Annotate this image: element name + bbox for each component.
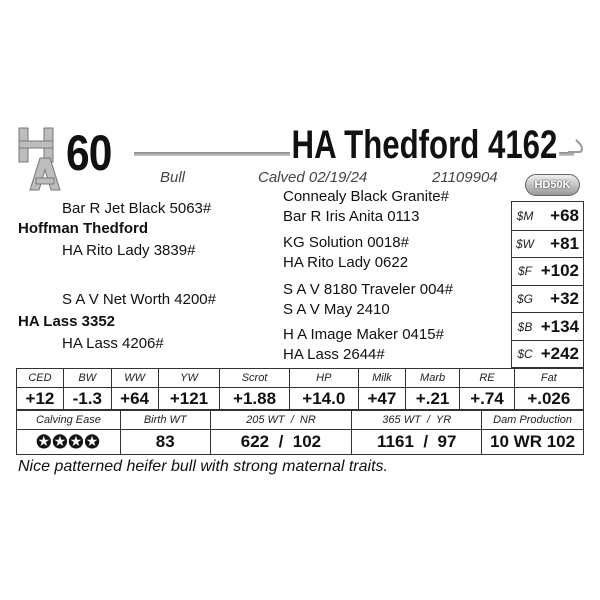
epd-value-scrot: +1.88 — [220, 388, 289, 410]
pedigree-ggp: HA Rito Lady 0622 — [283, 254, 409, 271]
pedigree-ggp: KG Solution 0018# — [283, 234, 409, 251]
comment-text: Nice patterned heifer bull with strong maternal traits. — [18, 458, 388, 475]
epd-value-ced: +12 — [17, 388, 64, 410]
epd-header-ced: CED — [17, 369, 64, 388]
lot-number: 60 — [66, 125, 112, 181]
pedigree-sire-sire: Bar R Jet Black 5063# — [62, 200, 212, 217]
epd-header-ww: WW — [111, 369, 158, 388]
index-label: $B — [517, 319, 533, 334]
epd-value-row — [17, 388, 584, 410]
epd-header-fat: Fat — [514, 369, 583, 388]
animal-sex: Bull — [160, 169, 186, 186]
birth-wt-value: 83 — [120, 430, 210, 455]
epd-header-hp: HP — [289, 369, 358, 388]
epd-value-milk: +47 — [358, 388, 405, 410]
pedigree-ggp: HA Lass 2644# — [283, 346, 385, 363]
index-label: $F — [517, 264, 532, 279]
production-table — [16, 410, 584, 455]
epd-value-bw: -1.3 — [63, 388, 111, 410]
header-205-wt-nr: 205 WT / NR — [210, 411, 352, 430]
index-value: +134 — [540, 316, 579, 336]
wt205-value: 622 — [240, 432, 270, 451]
index-value: +242 — [540, 344, 579, 364]
pedigree-dam-sire: S A V Net Worth 4200# — [62, 291, 216, 308]
pedigree-ggp: H A Image Maker 0415# — [283, 326, 444, 343]
hd50k-badge: HD50K — [525, 174, 580, 196]
header-calving-ease: Calving Ease — [17, 411, 121, 430]
pedigree-ggp: S A V 8180 Traveler 004# — [283, 281, 454, 298]
animal-name: HA Thedford 4162 — [291, 123, 558, 167]
pedigree-dam: HA Lass 3352 — [18, 313, 116, 330]
epd-header-re: RE — [460, 369, 514, 388]
epd-header-scrot: Scrot — [220, 369, 289, 388]
pedigree-sire-dam: HA Rito Lady 3839# — [62, 242, 196, 259]
index-row-f — [512, 257, 583, 285]
index-row-m — [512, 202, 583, 230]
index-label: $G — [516, 292, 533, 307]
star-rating-icon: ✪✪✪✪ — [36, 431, 101, 452]
pedigree-ggp: Bar R Iris Anita 0113 — [283, 208, 420, 225]
index-label: $W — [516, 236, 534, 251]
epd-value-marb: +.21 — [405, 388, 459, 410]
index-row-b — [512, 312, 583, 340]
nr-value: 102 — [292, 432, 322, 451]
index-value: +81 — [550, 233, 579, 253]
header-365-wt-yr: 365 WT / YR — [352, 411, 482, 430]
registration-number: 21109904 — [432, 169, 498, 186]
pedigree-ggp: Connealy Black Granite# — [283, 188, 449, 205]
ha-brand-logo — [16, 126, 68, 192]
epd-header-row — [17, 369, 584, 388]
epd-value-yw: +121 — [158, 388, 220, 410]
index-row-c — [512, 340, 583, 368]
index-row-w — [512, 230, 583, 258]
index-label: $M — [516, 208, 534, 223]
pedigree-dam-dam: HA Lass 4206# — [62, 335, 164, 352]
wt365-value: 1161 — [377, 432, 414, 451]
epd-header-milk: Milk — [358, 369, 405, 388]
index-value: +68 — [550, 205, 579, 225]
wt365-yr-value: 1161 / 97 — [352, 430, 482, 455]
index-value: +102 — [540, 261, 579, 281]
production-header-row — [17, 411, 584, 430]
epd-value-re: +.74 — [460, 388, 514, 410]
index-label: $C — [517, 347, 533, 362]
epd-value-hp: +14.0 — [289, 388, 358, 410]
index-value: +32 — [550, 289, 579, 309]
yr-value: 97 — [437, 432, 457, 451]
production-value-row — [17, 430, 584, 455]
epd-header-bw: BW — [63, 369, 111, 388]
epd-header-yw: YW — [158, 369, 220, 388]
calving-ease-stars — [17, 430, 121, 455]
rule-hook-decoration — [566, 138, 586, 158]
header-birth-wt: Birth WT — [120, 411, 210, 430]
header-dam-production: Dam Production — [482, 411, 584, 430]
epd-table — [16, 368, 584, 410]
pedigree-sire: Hoffman Thedford — [18, 220, 148, 237]
epd-header-marb: Marb — [405, 369, 459, 388]
epd-value-fat: +.026 — [514, 388, 583, 410]
wt205-nr-value: 622 / 102 — [210, 430, 352, 455]
index-row-g — [512, 285, 583, 313]
calved-date: Calved 02/19/24 — [258, 169, 368, 186]
dollar-index-box — [511, 201, 584, 368]
dam-production-value: 10 WR 102 — [482, 430, 584, 455]
epd-value-ww: +64 — [111, 388, 158, 410]
pedigree-ggp: S A V May 2410 — [283, 301, 390, 318]
